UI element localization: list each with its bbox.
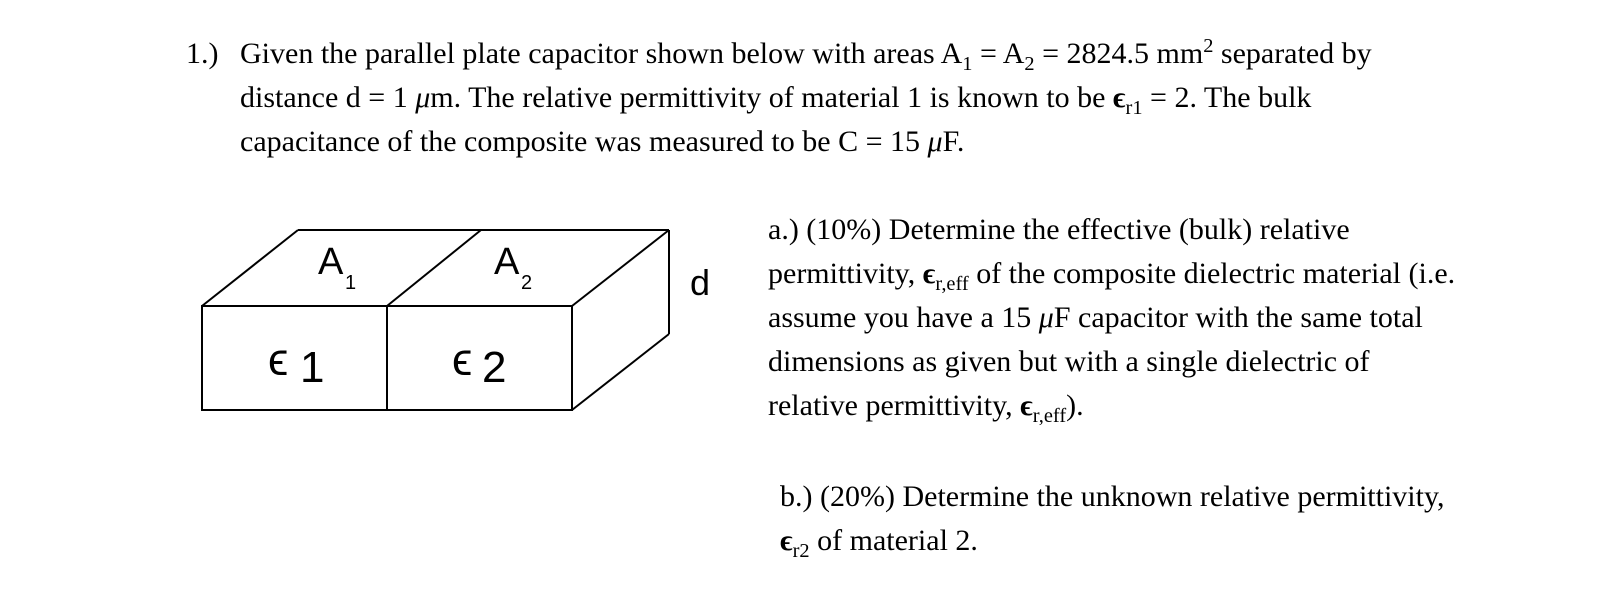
front-face [202, 306, 572, 410]
area-2-subscript: 2 [521, 272, 533, 294]
text-span: F capacitor with the same total [1053, 301, 1423, 334]
text-span: capacitance of the composite was measured to be C = 15 [240, 125, 928, 158]
superscript: 2 [1203, 35, 1214, 57]
text-span: F. [942, 125, 965, 158]
subscript: r1 [1125, 97, 1143, 119]
text-span: = 2824.5 mm [1034, 37, 1204, 70]
epsilon-symbol: ϵ [922, 257, 936, 290]
epsilon-2-symbol: ϵ [452, 333, 473, 385]
part-a-line-4: dimensions as given but with a single dielectric of [768, 345, 1370, 378]
area-1-subscript: 1 [345, 272, 357, 294]
statement-line-2 [240, 76, 1540, 120]
subscript: r,eff [1032, 405, 1067, 427]
text-span: distance d = 1 [240, 81, 416, 114]
subscript: r,eff [935, 273, 969, 295]
top-right-edge [572, 230, 669, 306]
part-a-line-1: a.) (10%) Determine the effective (bulk) relative [768, 213, 1350, 246]
text-span: Given the parallel plate capacitor shown below with areas A [240, 37, 963, 70]
bottom-right-edge [572, 334, 669, 410]
text-span: = A [972, 37, 1025, 70]
subscript: 2 [1024, 53, 1035, 75]
part-a-line-5 [768, 384, 1568, 428]
top-left-edge [202, 230, 298, 306]
text-span: permittivity, [768, 257, 923, 290]
mu-symbol: μ [1038, 301, 1054, 334]
text-span: ). [1066, 389, 1084, 422]
epsilon-1-subscript: 1 [300, 343, 325, 392]
statement-line-1 [240, 32, 1540, 76]
part-a-line-3 [768, 296, 1568, 340]
part-a-line-2 [768, 252, 1568, 296]
epsilon-symbol: ϵ [780, 524, 793, 557]
area-2-label: A [494, 241, 520, 283]
part-a [768, 208, 1568, 428]
epsilon-2-subscript: 2 [482, 343, 507, 392]
text-span: relative permittivity, [768, 389, 1021, 422]
text-span: = 2. The bulk [1142, 81, 1312, 114]
mu-symbol: μ [415, 81, 431, 114]
epsilon-1-symbol: ϵ [268, 333, 289, 385]
top-middle-edge [387, 230, 481, 306]
text-span: assume you have a 15 [768, 301, 1039, 334]
problem-statement [240, 32, 1540, 164]
statement-line-3 [240, 120, 1540, 164]
text-span: separated by [1213, 37, 1372, 70]
part-b-line-2 [780, 519, 1580, 563]
subscript: 1 [962, 53, 973, 75]
part-b [780, 475, 1580, 563]
text-span: of the composite dielectric material (i.e. [968, 257, 1456, 290]
part-b-line-1: b.) (20%) Determine the unknown relative permittivity, [780, 480, 1445, 513]
text-span: m. The relative permittivity of material 1 is known to be [430, 81, 1113, 114]
distance-label: d [690, 262, 711, 303]
epsilon-symbol: ϵ [1112, 81, 1126, 114]
area-1-label: A [318, 241, 344, 283]
problem-number: 1.) [186, 37, 219, 70]
mu-symbol: μ [927, 125, 943, 158]
text-span: of material 2. [809, 524, 978, 557]
epsilon-symbol: ϵ [1020, 389, 1033, 422]
subscript: r2 [792, 540, 810, 562]
